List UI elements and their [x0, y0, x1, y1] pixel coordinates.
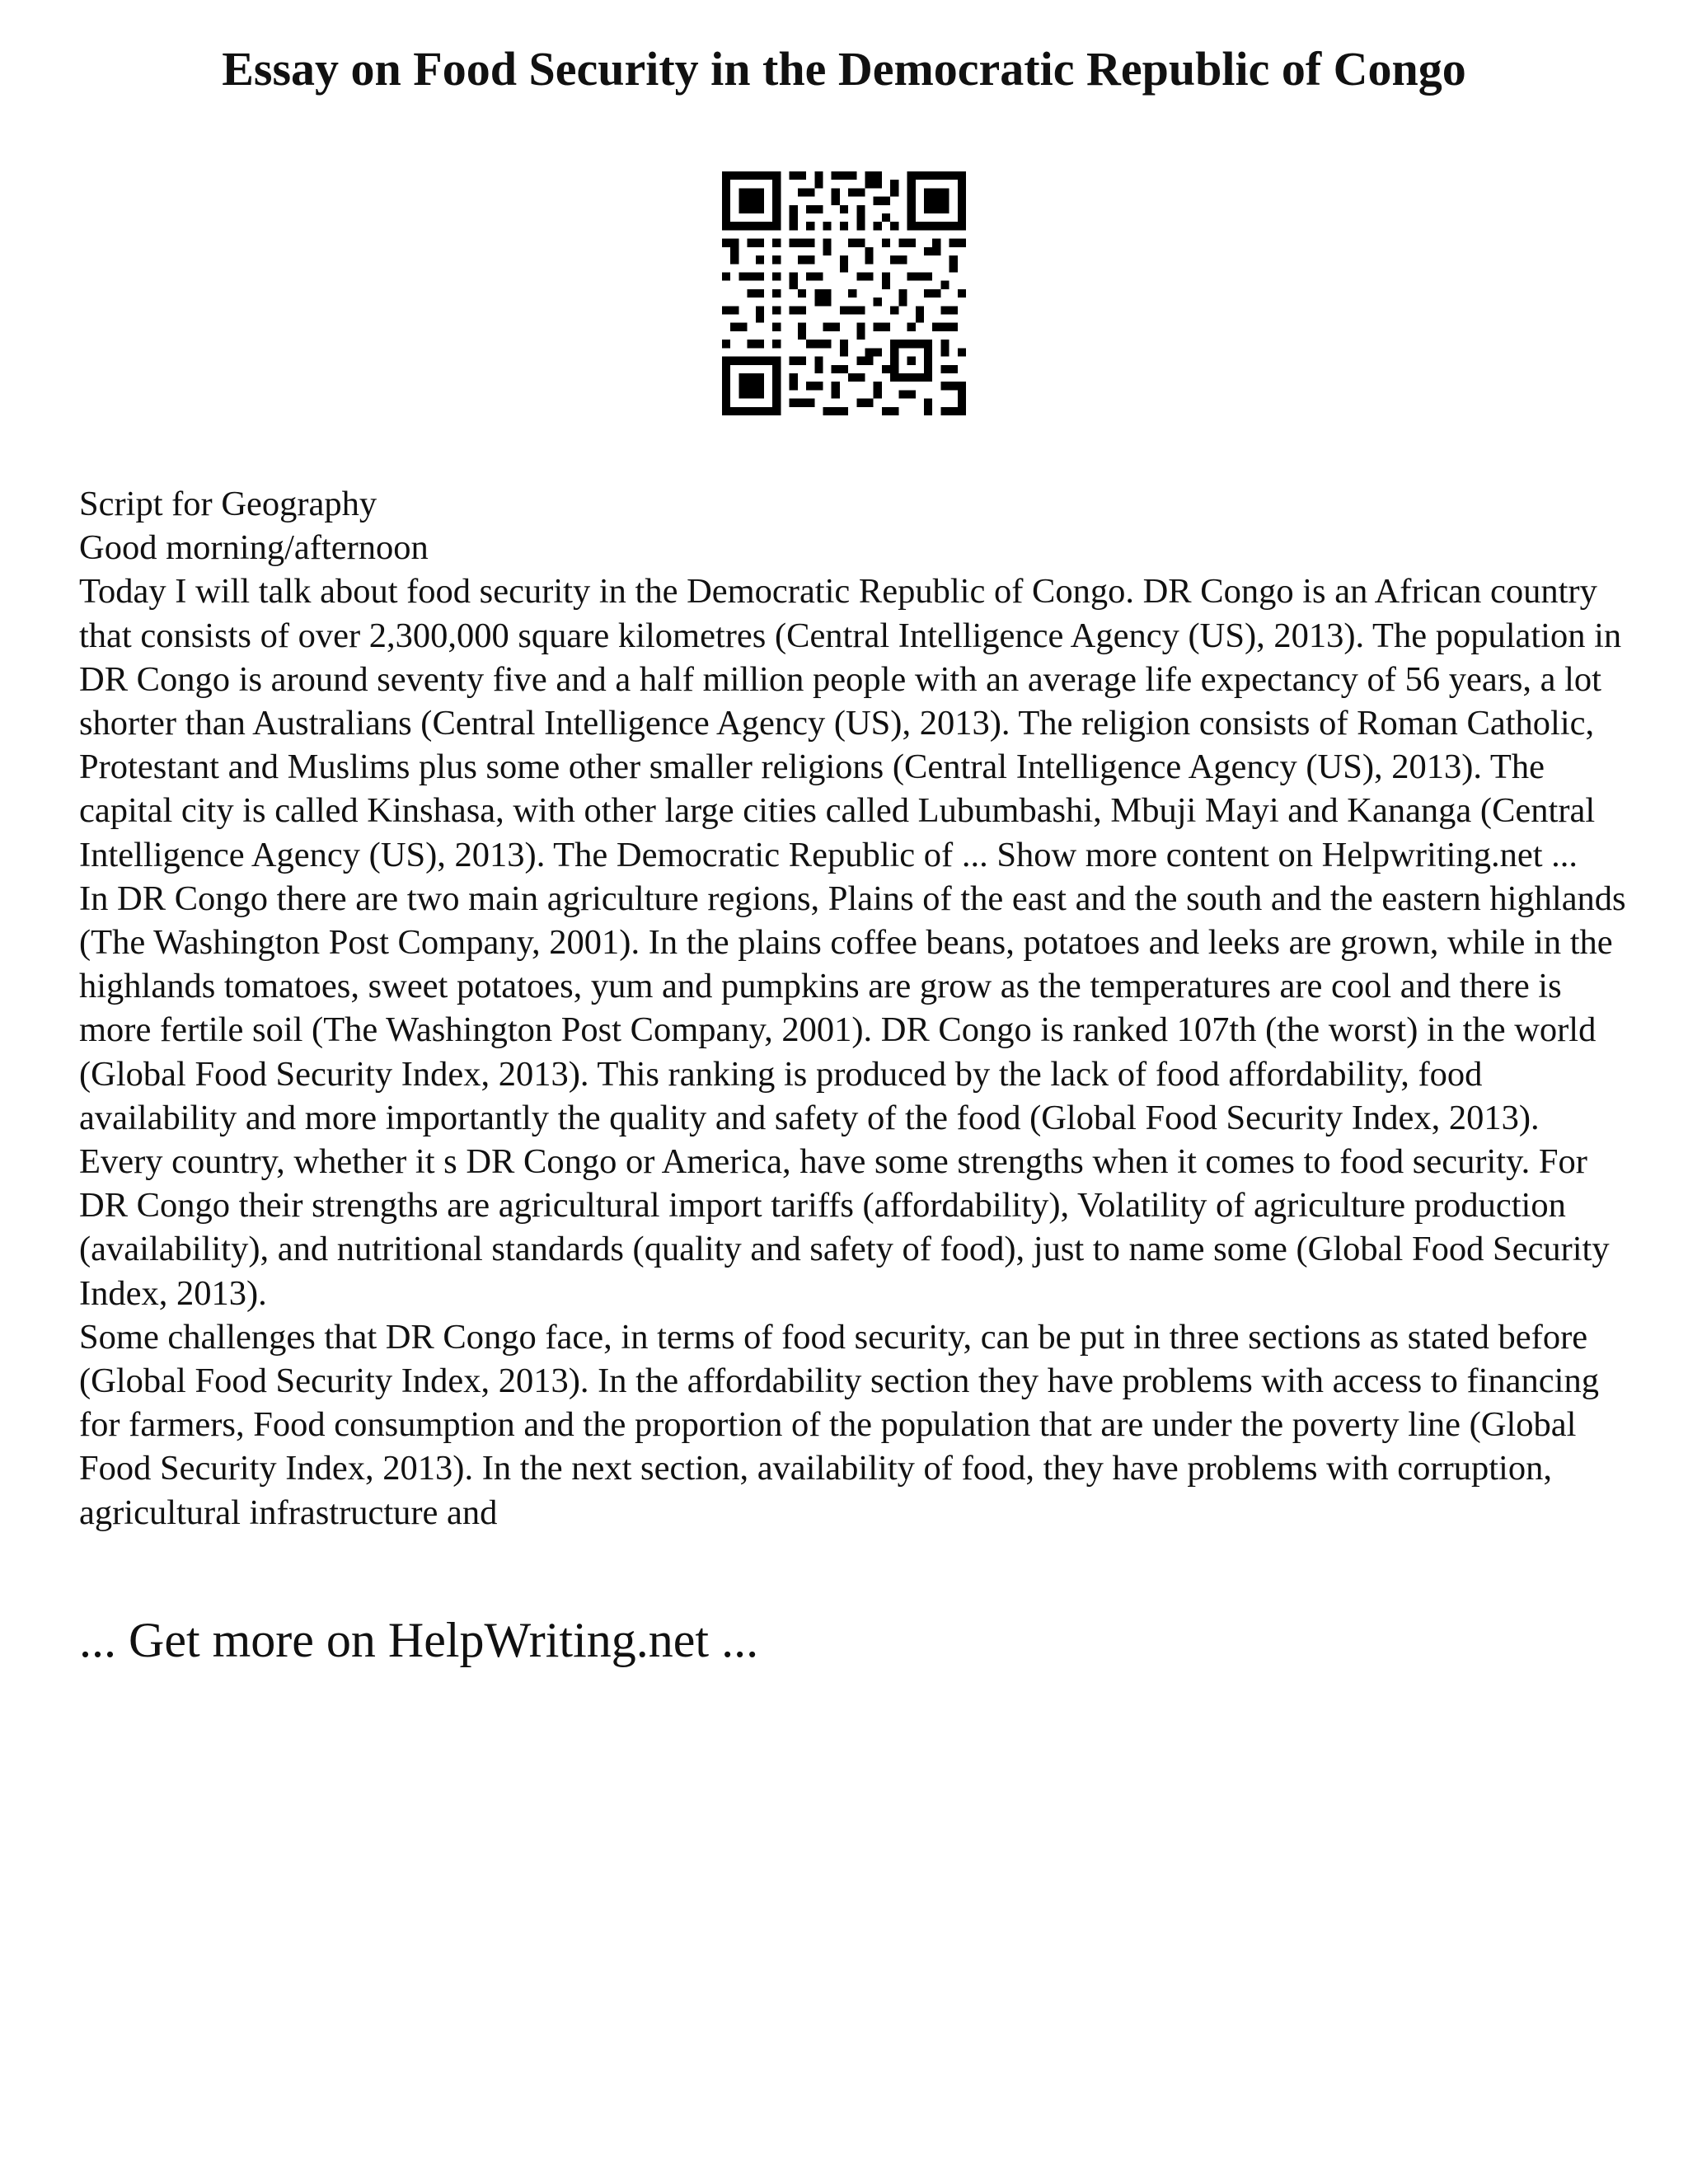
- essay-paragraph: In DR Congo there are two main agriculture regions, Plains of the east and the south and the eastern highlands (The Washington Post Company, 2001). In the plains coffee beans, potatoes and leeks are grown, while in the highlands tomatoes, sweet potatoes, yum and pumpkins are grow as the temperatures are cool and there is more fertile soil (The Washington Post Company, 2001). DR Congo is ranked 107th (the worst) in the world (Global Food Security Index, 2013). This ranking is produced by the lack of food affordability, food availability and more importantly the quality and safety of the food (Global Food Security Index, 2013). Every country, whether it s DR Congo or America, have some strengths when it comes to food security. For DR Congo their strengths are agricultural import tariffs (affordability), Volatility of agriculture production (availability), and nutritional standards (quality and safety of food), just to name some (Global Food Security Index, 2013).: [79, 879, 1626, 1313]
- qr-code-icon: [722, 171, 966, 415]
- essay-body: [79, 482, 1629, 1535]
- essay-paragraph: Some challenges that DR Congo face, in terms of food security, can be put in three sections as stated before (Global Food Security Index, 2013). In the affordability section they have problems with access to financing for farmers, Food consumption and the proportion of the population that are under the poverty line (Global Food Security Index, 2013). In the next section, availability of food, they have problems with corruption, agricultural infrastructure and: [79, 1317, 1599, 1532]
- script-heading-line: Script for Geography: [79, 485, 377, 523]
- greeting-line: Good morning/afternoon: [79, 528, 429, 568]
- document-title: Essay on Food Security in the Democratic Republic of Congo: [222, 42, 1466, 96]
- essay-paragraph: Today I will talk about food security in the Democratic Republic of Congo. DR Congo is an African country that consists of over 2,300,000 square kilometres (Central Intelligence Agency (US), 2013). The population in DR Congo is around seventy five and a half million people with an average life expectancy of 56 years, a lot shorter than Australians (Central Intelligence Agency (US), 2013). The religion consists of Roman Catholic, Protestant and Muslims plus some other smaller religions (Central Intelligence Agency (US), 2013). The capital city is called Kinshasa, with other large cities called Lubumbashi, Mbuji Mayi and Kananga (Central Intelligence Agency (US), 2013). The Democratic Republic of ... Show more content on Helpwriting.net ...: [79, 572, 1622, 874]
- get-more-link[interactable]: ... Get more on HelpWriting.net ...: [79, 1613, 759, 1667]
